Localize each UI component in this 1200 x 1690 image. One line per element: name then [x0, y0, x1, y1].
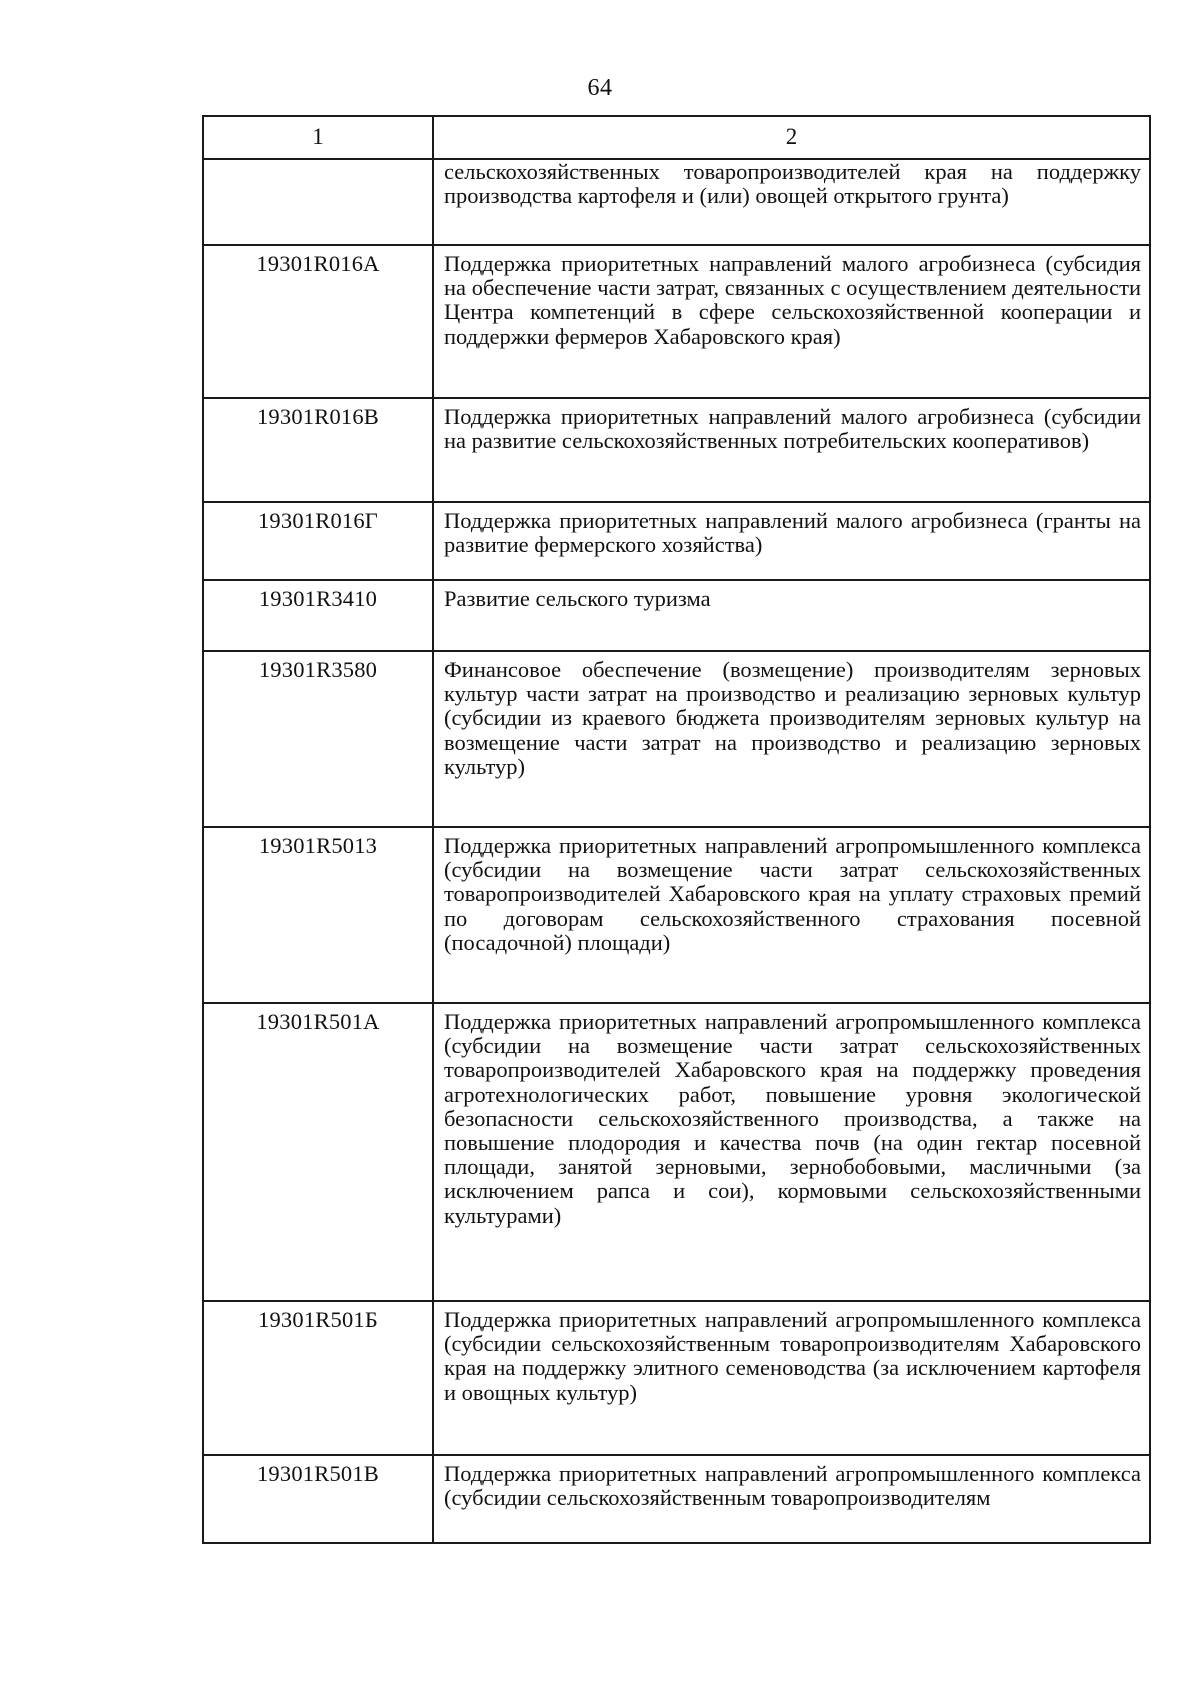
row-code: 19301R501В [203, 1455, 433, 1543]
column-header-description: 2 [433, 116, 1150, 159]
table-row [203, 827, 1150, 1003]
table-row [203, 245, 1150, 398]
row-description: Поддержка приоритетных направлений агропромышленного комплекса (субсидии сельскохозяйственным товаропроизводителям [433, 1455, 1150, 1543]
row-description: Поддержка приоритетных направлений малого агробизнеса (субсидия на обеспечение части затрат, связанных с осуществлением деятельности Центра компетенций в сфере сельскохозяйственной кооперации и поддержки фермеров Хабаровского края) [433, 245, 1150, 398]
table-row [203, 1301, 1150, 1455]
table-row [203, 651, 1150, 827]
row-description: Поддержка приоритетных направлений агропромышленного комплекса (субсидии на возмещение части затрат сельскохозяйственных товаропроизводителей Хабаровского края на поддержку проведения агротехнологических работ, повышение уровня экологической безопасности сельскохозяйственного производства, а также на повышение плодородия и качества почв (на один гектар посевной площади, занятой зерновыми, зернобобовыми, масличными (за исключением рапса и сои), кормовыми сельскохозяйственными культурами) [433, 1003, 1150, 1301]
table-row [203, 159, 1150, 245]
row-description: Поддержка приоритетных направлений агропромышленного комплекса (субсидии сельскохозяйственным товаропроизводителям Хабаровского края на поддержку элитного семеноводства (за исключением картофеля и овощных культур) [433, 1301, 1150, 1455]
row-code [203, 159, 433, 245]
table-row [203, 502, 1150, 580]
row-code: 19301R016А [203, 245, 433, 398]
row-description: Развитие сельского туризма [433, 580, 1150, 651]
table-row [203, 580, 1150, 651]
budget-code-table [202, 115, 1151, 1544]
row-description: Финансовое обеспечение (возмещение) производителям зерновых культур части затрат на производство и реализацию зерновых культур (субсидии из краевого бюджета производителям зерновых культур на возмещение части затрат на производство и реализацию зерновых культур) [433, 651, 1150, 827]
table-header-row [203, 116, 1150, 159]
row-description: Поддержка приоритетных направлений агропромышленного комплекса (субсидии на возмещение части затрат сельскохозяйственных товаропроизводителей Хабаровского края на уплату страховых премий по договорам сельскохозяйственного страхования посевной (посадочной) площади) [433, 827, 1150, 1003]
row-description: сельскохозяйственных товаропроизводителей края на поддержку производства картофеля и (или) овощей открытого грунта) [433, 159, 1150, 245]
row-code: 19301R3580 [203, 651, 433, 827]
row-code: 19301R016В [203, 398, 433, 502]
row-description: Поддержка приоритетных направлений малого агробизнеса (гранты на развитие фермерского хозяйства) [433, 502, 1150, 580]
table-row [203, 1455, 1150, 1543]
row-code: 19301R3410 [203, 580, 433, 651]
row-code: 19301R016Г [203, 502, 433, 580]
row-description: Поддержка приоритетных направлений малого агробизнеса (субсидии на развитие сельскохозяйственных потребительских кооперативов) [433, 398, 1150, 502]
row-code: 19301R501Б [203, 1301, 433, 1455]
table-row [203, 1003, 1150, 1301]
page-number: 64 [587, 75, 613, 101]
column-header-code: 1 [203, 116, 433, 159]
row-code: 19301R501А [203, 1003, 433, 1301]
row-code: 19301R5013 [203, 827, 433, 1003]
table-row [203, 398, 1150, 502]
